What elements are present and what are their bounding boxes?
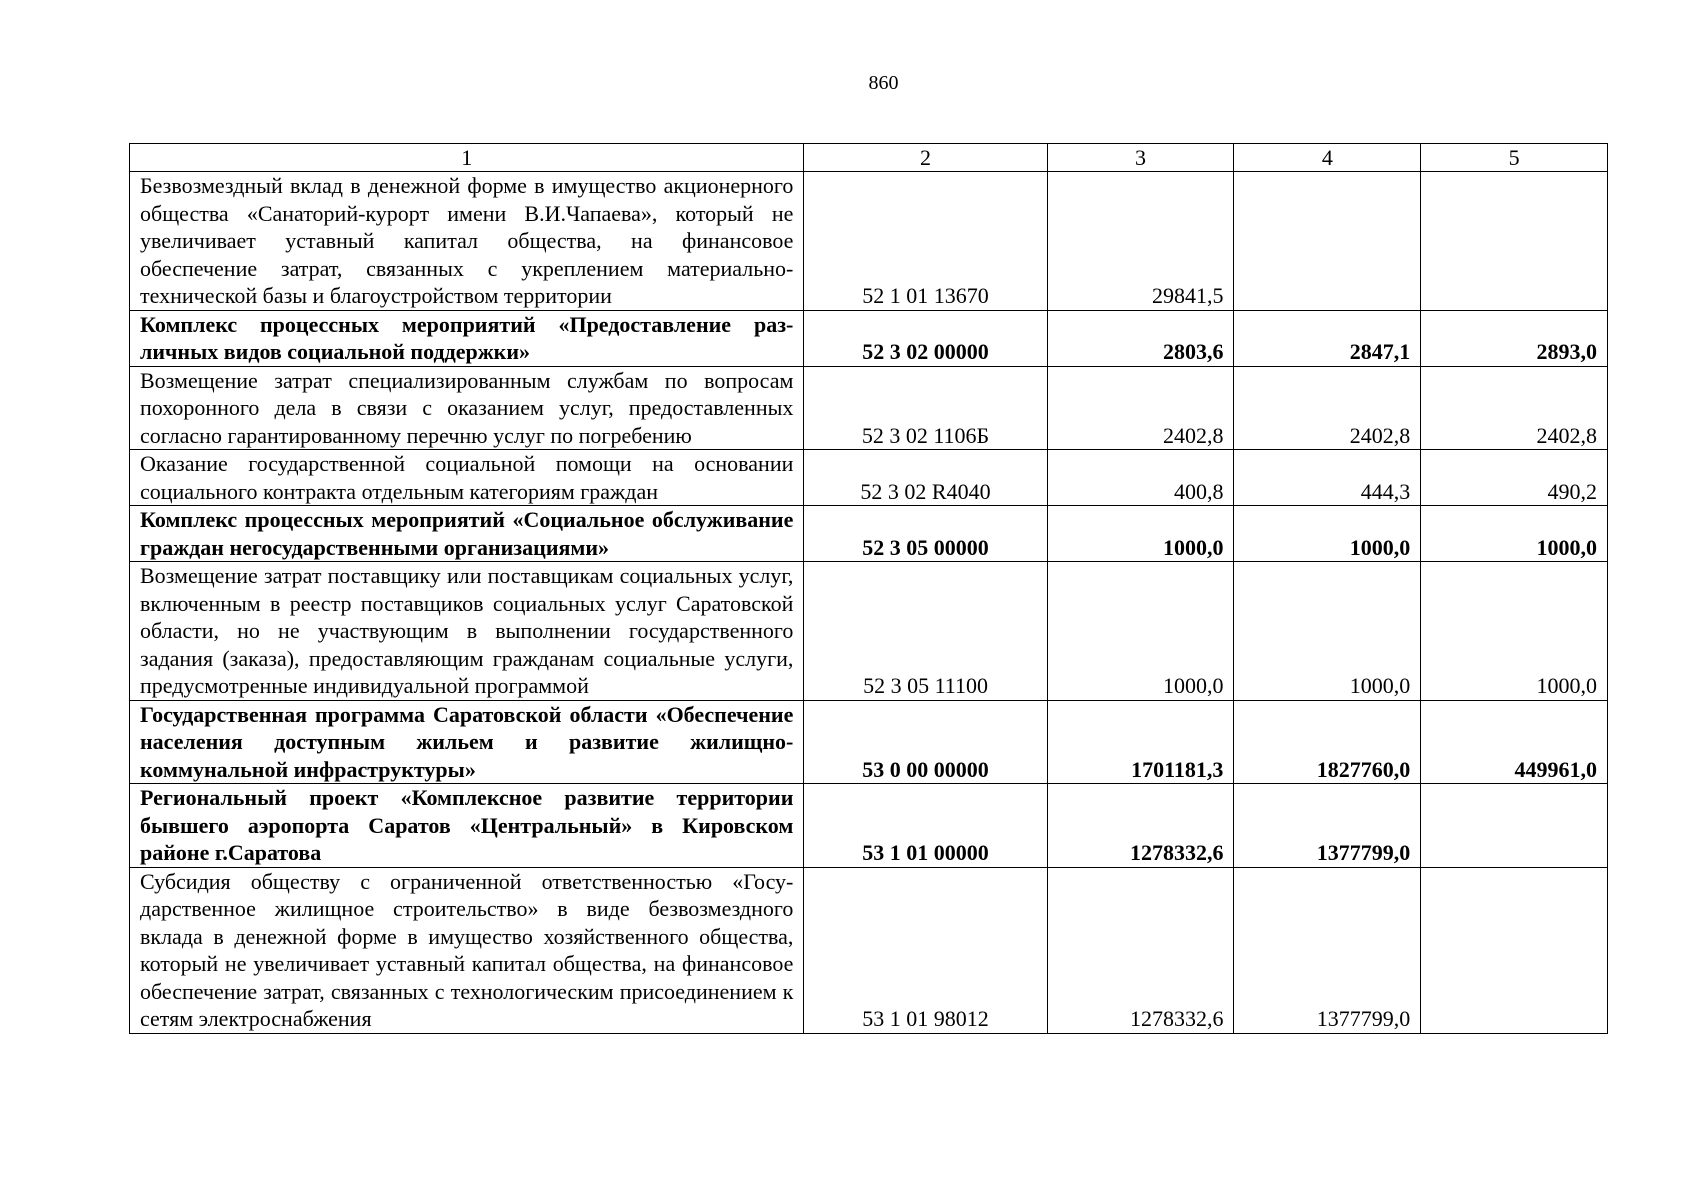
item-name-cell: Возмещение затрат поставщику или поставщикам социальных услуг, включенным в реестр поставщиков социальных услуг Саратовской области, но не участвующим в выполнении государственного задания (заказа), предоставляющим гражданам социальные услуги, предусмотренные индивидуальной программой [130, 562, 804, 701]
table-row [130, 784, 1608, 868]
table-row [130, 310, 1608, 366]
item-name-cell: Государственная программа Саратовской области «Обеспечение населения доступным жильем и развитие жилищно-коммунальной инфраструктуры» [130, 700, 804, 784]
table-row [130, 506, 1608, 562]
classification-code-cell: 53 1 01 00000 [804, 784, 1047, 868]
classification-code-cell: 52 3 02 00000 [804, 310, 1047, 366]
amount-col5-cell: 490,2 [1421, 450, 1608, 506]
amount-col3-cell: 29841,5 [1047, 172, 1234, 311]
amount-col3-cell: 1000,0 [1047, 562, 1234, 701]
amount-col4-cell: 1827760,0 [1234, 700, 1421, 784]
amount-col3-cell: 1278332,6 [1047, 867, 1234, 1033]
amount-col4-cell: 1377799,0 [1234, 867, 1421, 1033]
classification-code-cell: 52 3 05 00000 [804, 506, 1047, 562]
amount-col4-cell: 1000,0 [1234, 562, 1421, 701]
column-header: 2 [804, 144, 1047, 172]
amount-col3-cell: 1701181,3 [1047, 700, 1234, 784]
item-name-cell: Комплекс процессных мероприятий «Социальное обслуживание граждан негосударственными организациями» [130, 506, 804, 562]
amount-col3-cell: 2402,8 [1047, 366, 1234, 450]
amount-col5-cell: 1000,0 [1421, 562, 1608, 701]
classification-code-cell: 53 1 01 98012 [804, 867, 1047, 1033]
amount-col4-cell: 444,3 [1234, 450, 1421, 506]
amount-col5-cell [1421, 867, 1608, 1033]
budget-table [129, 143, 1608, 1034]
amount-col5-cell: 449961,0 [1421, 700, 1608, 784]
page-number: 860 [868, 72, 899, 94]
amount-col4-cell: 1000,0 [1234, 506, 1421, 562]
item-name-cell: Безвозмездный вклад в денежной форме в имущество акционерного общества «Санаторий-курорт имени В.И.Чапаева», который не увеличивает уставный капитал общества, на финансовое обеспечение затрат, связанных с укреплением материально-технической базы и благоустройством территории [130, 172, 804, 311]
classification-code-cell: 52 3 02 R4040 [804, 450, 1047, 506]
classification-code-cell: 52 1 01 13670 [804, 172, 1047, 311]
table-row [130, 562, 1608, 701]
table-row [130, 366, 1608, 450]
amount-col5-cell [1421, 172, 1608, 311]
classification-code-cell: 52 3 02 1106Б [804, 366, 1047, 450]
classification-code-cell: 53 0 00 00000 [804, 700, 1047, 784]
amount-col3-cell: 1278332,6 [1047, 784, 1234, 868]
amount-col5-cell: 1000,0 [1421, 506, 1608, 562]
amount-col5-cell [1421, 784, 1608, 868]
amount-col4-cell [1234, 172, 1421, 311]
item-name-cell: Региональный проект «Комплексное развитие территории бывшего аэропорта Саратов «Центральный» в Кировском районе г.Саратова [130, 784, 804, 868]
amount-col3-cell: 1000,0 [1047, 506, 1234, 562]
amount-col4-cell: 2847,1 [1234, 310, 1421, 366]
column-header: 5 [1421, 144, 1608, 172]
amount-col3-cell: 400,8 [1047, 450, 1234, 506]
item-name-cell: Возмещение затрат специализированным службам по вопросам похоронного дела в связи с оказанием услуг, предоставленных согласно гарантированному перечню услуг по погребению [130, 366, 804, 450]
table-row [130, 450, 1608, 506]
table-row [130, 172, 1608, 311]
amount-col5-cell: 2402,8 [1421, 366, 1608, 450]
amount-col4-cell: 2402,8 [1234, 366, 1421, 450]
amount-col3-cell: 2803,6 [1047, 310, 1234, 366]
item-name-cell: Комплекс процессных мероприятий «Предоставление различных видов социальной поддержки» [130, 310, 804, 366]
classification-code-cell: 52 3 05 11100 [804, 562, 1047, 701]
table-row [130, 700, 1608, 784]
amount-col5-cell: 2893,0 [1421, 310, 1608, 366]
item-name-cell: Оказание государственной социальной помощи на основании социального контракта отдельным категориям граждан [130, 450, 804, 506]
column-header: 1 [130, 144, 804, 172]
column-number-row [130, 144, 1608, 172]
table-body [130, 144, 1608, 1034]
item-name-cell: Субсидия обществу с ограниченной ответственностью «Государственное жилищное строительство» в виде безвозмездного вклада в денежной форме в имущество хозяйственного общества, который не увеличивает уставный капитал общества, на финансовое обеспечение затрат, связанных с технологическим присоединением к сетям электроснабжения [130, 867, 804, 1033]
table-row [130, 867, 1608, 1033]
column-header: 4 [1234, 144, 1421, 172]
column-header: 3 [1047, 144, 1234, 172]
amount-col4-cell: 1377799,0 [1234, 784, 1421, 868]
